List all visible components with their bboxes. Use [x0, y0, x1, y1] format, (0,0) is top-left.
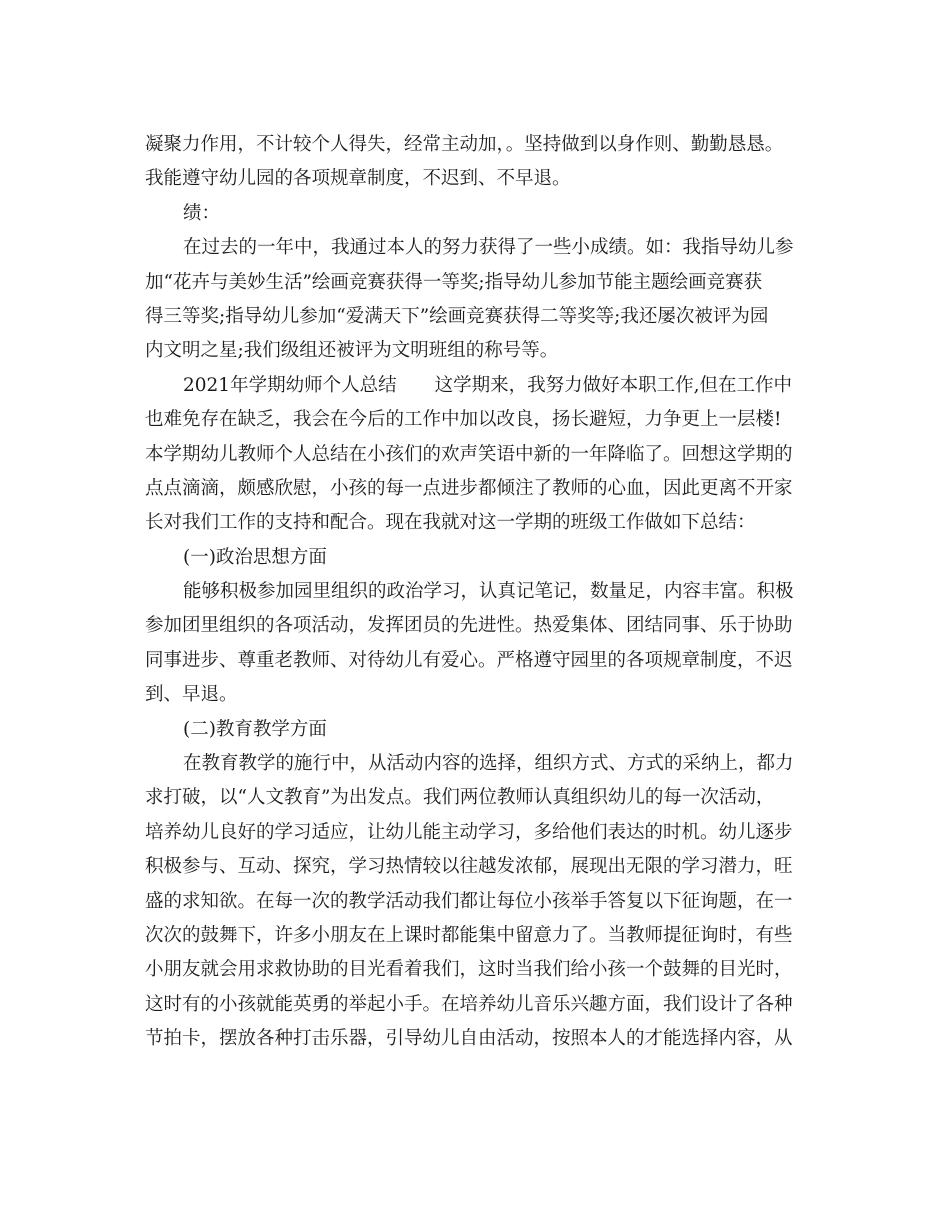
text-line: 得三等奖;指导幼儿参加“爱满天下”绘画竞赛获得二等奖等;我还屡次被评为园: [145, 305, 769, 327]
text-line: 参加团里组织的各项活动，发挥团员的先进性。热爱集体、团结同事、乐于协助: [145, 615, 793, 637]
section-heading-education: (二)教育教学方面: [183, 718, 327, 740]
text-line: 这时有的小孩就能英勇的举起小手。在培养幼儿音乐兴趣方面，我们设计了各种: [145, 993, 793, 1015]
summary-intro: 这学期来，我努力做好本职工作,但在工作中: [434, 374, 792, 396]
text-line: 凝聚力作用，不计较个人得失，经常主动加，。坚持做到以身作则、勤勤恳恳。: [145, 134, 784, 155]
text-line: 我能遵守幼儿园的各项规章制度，不迟到、不早退。: [145, 168, 571, 190]
text-line: 内文明之星;我们级组还被评为文明班组的称号等。: [145, 340, 559, 362]
text-line: 节拍卡，摆放各种打击乐器，引导幼儿自由活动，按照本人的才能选择内容，从: [145, 1028, 793, 1050]
text-line: 培养幼儿良好的学习适应，让幼儿能主动学习，多给他们表达的时机。幼儿逐步: [145, 821, 793, 843]
text-line: 求打破，以“人文教育”为出发点。我们两位教师认真组织幼儿的每一次活动，: [145, 787, 775, 809]
text-line: 次次的鼓舞下，许多小朋友在上课时都能集中留意力了。当教师提征询时，有些: [145, 924, 793, 946]
section-heading-politics: (一)政治思想方面: [183, 546, 327, 568]
text-line: 加“花卉与美妙生活”绘画竞赛获得一等奖;指导幼儿参加节能主题绘画竞赛获: [145, 271, 763, 293]
text-line: 也难免存在缺乏，我会在今后的工作中加以改良，扬长避短，力争更上一层楼!: [145, 409, 782, 431]
summary-title: 2021年学期幼师个人总结: [183, 374, 397, 396]
paragraph-start: 在教育教学的施行中，从活动内容的选择，组织方式、方式的采纳上，都力: [183, 753, 794, 775]
text-line: 长对我们工作的支持和配合。现在我就对这一学期的班级工作做如下总结：: [145, 512, 756, 534]
text-line: 到、早退。: [145, 684, 238, 706]
text-line: 同事进步、尊重老教师、对待幼儿有爱心。严格遵守园里的各项规章制度，不迟: [145, 649, 793, 671]
text-line: 本学期幼儿教师个人总结在小孩们的欢声笑语中新的一年降临了。回想这学期的: [145, 443, 793, 465]
text-line: 盛的求知欲。在每一次的教学活动我们都让每位小孩举手答复以下征询题，在一: [145, 890, 793, 912]
paragraph-start: 在过去的一年中，我通过本人的努力获得了一些小成绩。如：我指导幼儿参: [183, 237, 794, 259]
summary-title-line: [145, 369, 805, 403]
text-line: 小朋友就会用求救协助的目光看着我们，这时当我们给小孩一个鼓舞的目光时，: [145, 959, 793, 981]
section-label: 绩：: [183, 202, 221, 224]
paragraph-start: 能够积极参加园里组织的政治学习，认真记笔记，数量足，内容丰富。积极: [183, 581, 794, 603]
text-line: 积极参与、互动、探究，学习热情较以往越发浓郁，展现出无限的学习潜力，旺: [145, 856, 793, 878]
document-body: [145, 128, 805, 1057]
text-line: 点点滴滴，颇感欣慰，小孩的每一点进步都倾注了教师的心血，因此更离不开家: [145, 477, 793, 499]
